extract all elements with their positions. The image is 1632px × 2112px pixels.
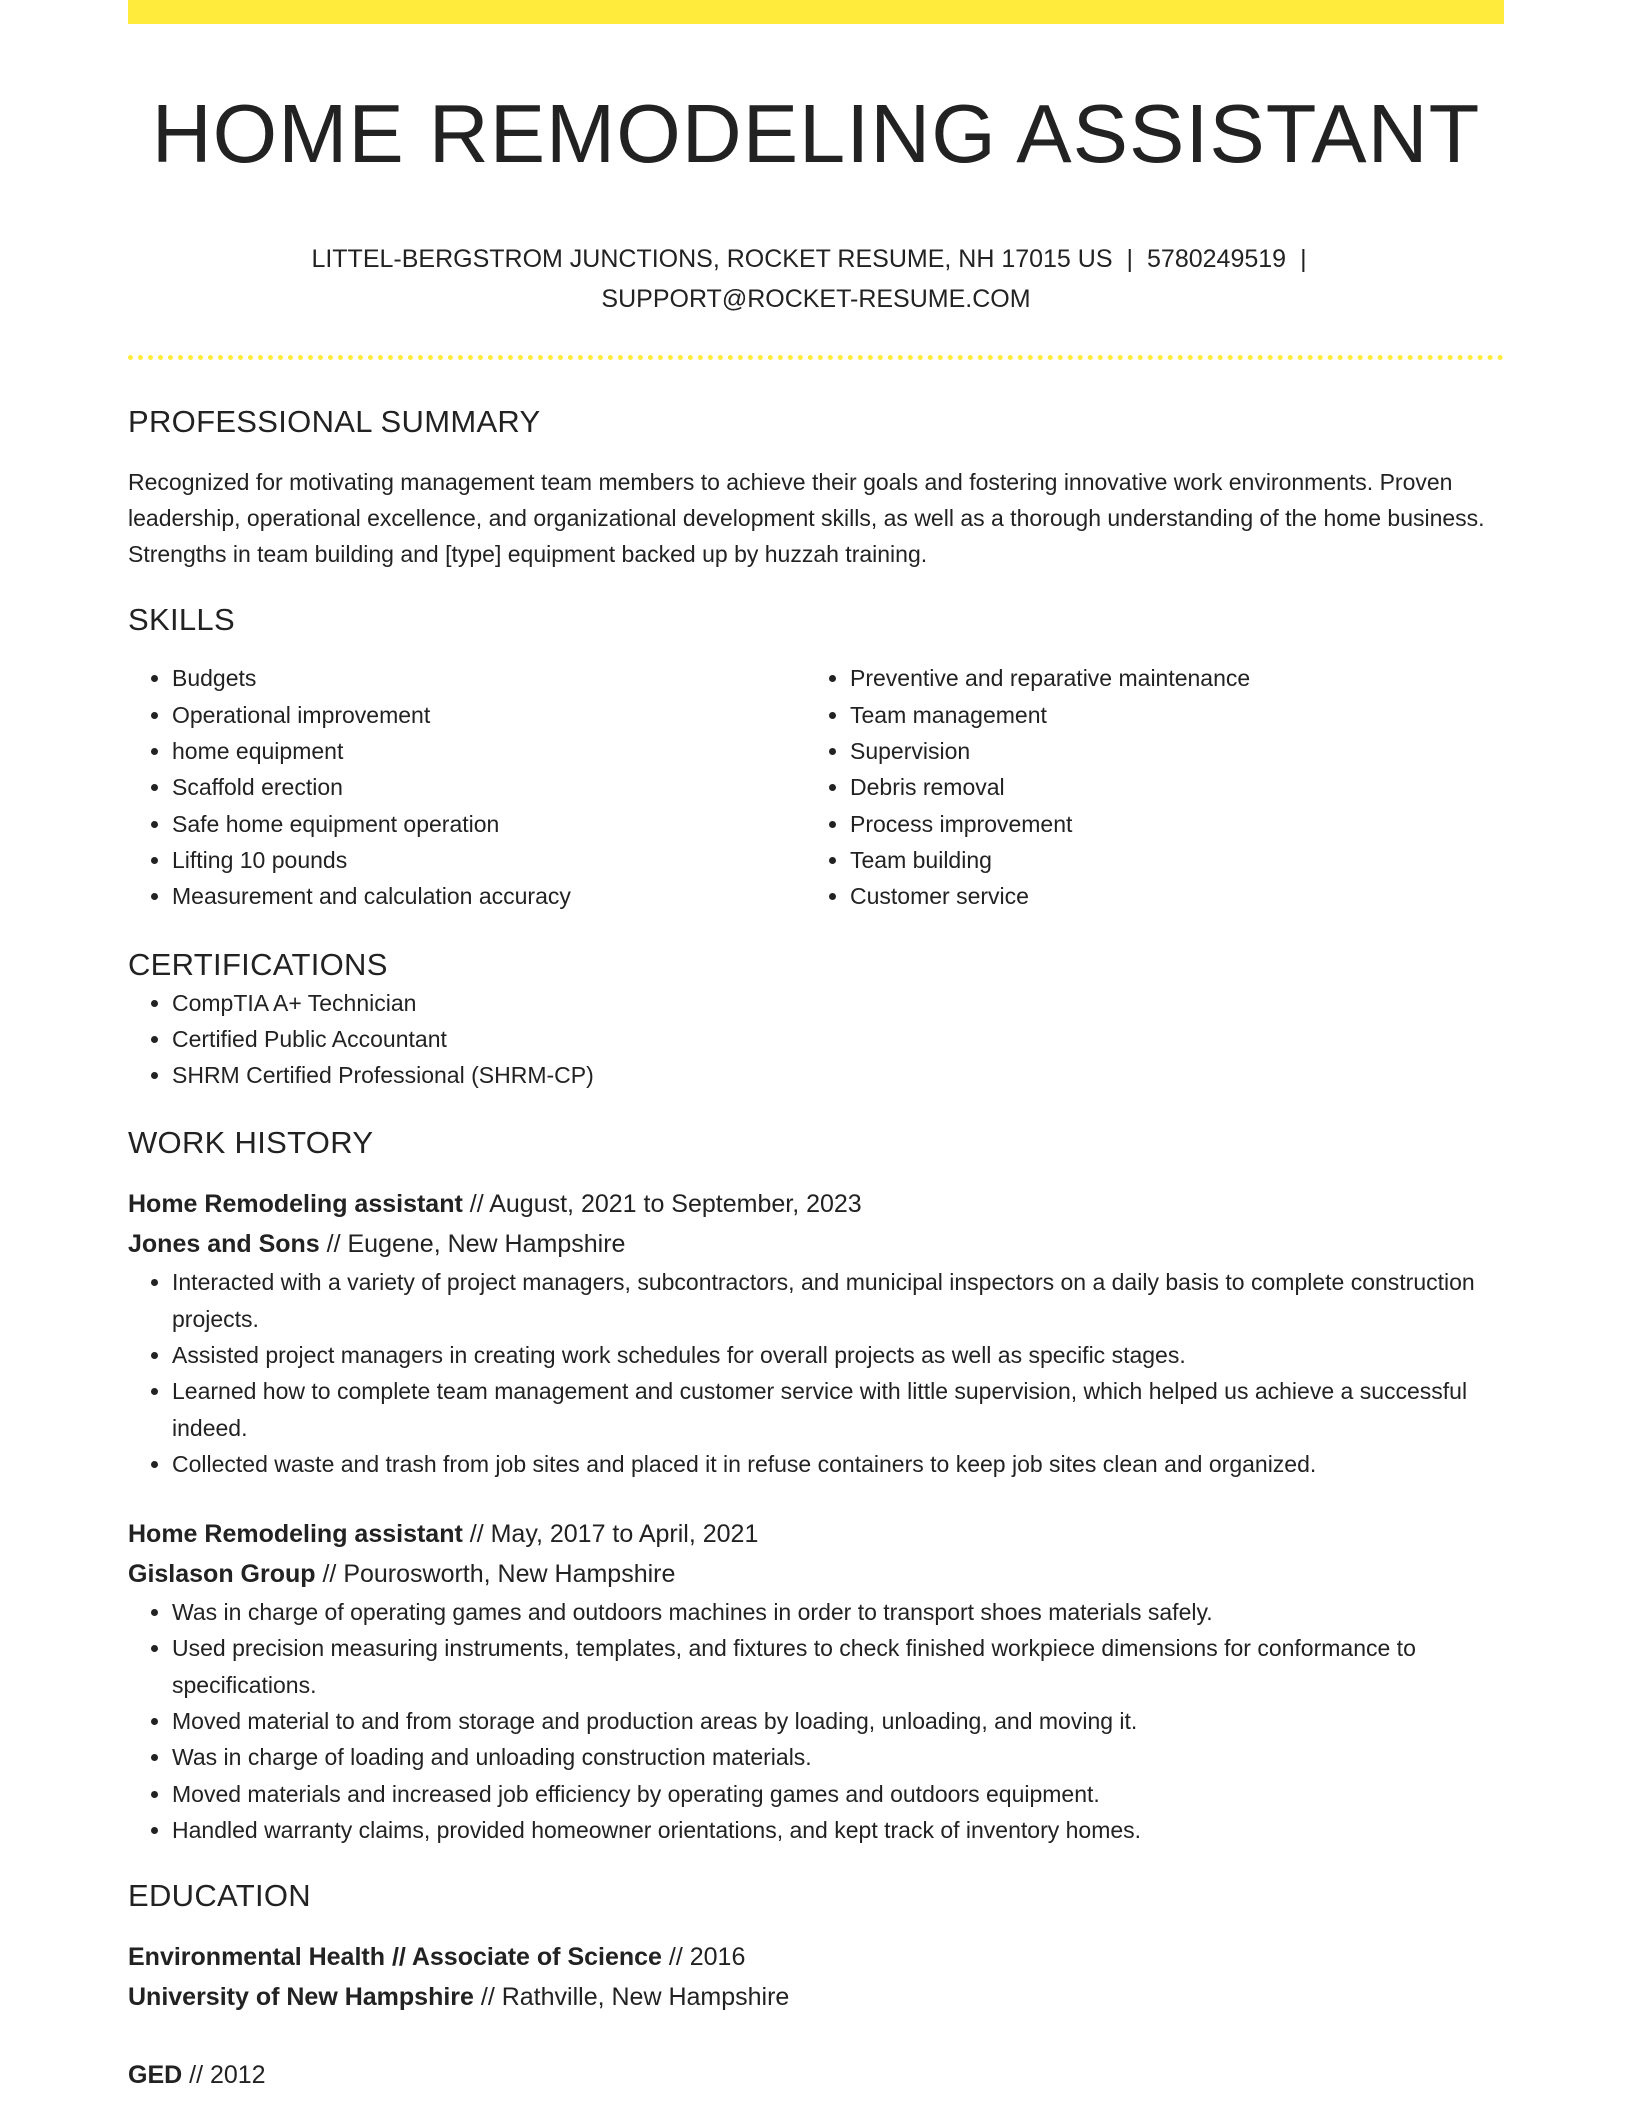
skills-right-list: [806, 660, 1484, 914]
job-duty: • Moved material to and from storage and production areas by loading, unloading, and moving it.: [172, 1703, 1504, 1739]
skill-item: • Scaffold erection: [172, 769, 806, 805]
skill-item: • Budgets: [172, 660, 806, 696]
degree: Environmental Health // Associate of Science: [128, 1943, 662, 1972]
separator: |: [1126, 245, 1134, 274]
certifications-list: [128, 985, 1504, 1094]
accent-bar: [128, 0, 1504, 24]
skill-item: • Customer service: [850, 878, 1484, 914]
graduation-year: // 2016: [661, 1943, 746, 1972]
certification-item: • SHRM Certified Professional (SHRM-CP): [172, 1057, 1504, 1093]
education-entry: [128, 1937, 1504, 2017]
education-entry: [128, 2055, 1504, 2095]
work-history-heading: WORK HISTORY: [128, 1125, 374, 1161]
job-company-line: [128, 1224, 1504, 1264]
job-company: Jones and Sons: [128, 1230, 320, 1259]
skill-item: • Debris removal: [850, 769, 1484, 805]
resume-title: HOME REMODELING ASSISTANT: [151, 87, 1481, 180]
dotted-divider: [128, 355, 1504, 360]
job-role-line: [128, 1184, 1504, 1224]
certification-item: • CompTIA A+ Technician: [172, 985, 1504, 1021]
email: SUPPORT@ROCKET-RESUME.COM: [601, 285, 1031, 314]
school: University of New Hampshire: [128, 1983, 474, 2012]
job-role: Home Remodeling assistant: [128, 1520, 463, 1549]
job-entry: [128, 1184, 1504, 1482]
summary-heading: PROFESSIONAL SUMMARY: [128, 404, 541, 440]
separator: |: [1300, 245, 1307, 274]
job-role: Home Remodeling assistant: [128, 1190, 463, 1219]
job-dates: // August, 2021 to September, 2023: [462, 1190, 862, 1219]
job-duty: • Was in charge of loading and unloading construction materials.: [172, 1739, 1504, 1775]
skill-item: • home equipment: [172, 733, 806, 769]
skill-item: • Team management: [850, 697, 1484, 733]
graduation-year: // 2012: [182, 2061, 266, 2090]
school-line: [128, 1977, 1504, 2017]
degree-line: [128, 1937, 1504, 1977]
job-company-line: [128, 1554, 1504, 1594]
job-duty: • Moved materials and increased job efficiency by operating games and outdoors equipment.: [172, 1776, 1504, 1812]
job-duty: • Handled warranty claims, provided homeowner orientations, and kept track of inventory homes.: [172, 1812, 1504, 1848]
job-location: // Eugene, New Hampshire: [319, 1230, 626, 1259]
education-heading: EDUCATION: [128, 1878, 311, 1914]
certification-item: • Certified Public Accountant: [172, 1021, 1504, 1057]
phone: 5780249519: [1147, 245, 1287, 274]
contact-info: [128, 239, 1504, 319]
skill-item: • Process improvement: [850, 806, 1484, 842]
degree: GED: [128, 2061, 183, 2090]
skill-item: • Lifting 10 pounds: [172, 842, 806, 878]
job-duty: • Was in charge of operating games and outdoors machines in order to transport shoes materials safely.: [172, 1594, 1504, 1630]
job-duties-list: [128, 1264, 1504, 1482]
job-duty: • Assisted project managers in creating work schedules for overall projects as well as specific stages.: [172, 1337, 1504, 1373]
skills-columns: [128, 660, 1504, 914]
skill-item: • Preventive and reparative maintenance: [850, 660, 1484, 696]
resume-page: [128, 0, 1504, 2095]
degree-line: [128, 2055, 1504, 2095]
skills-left-list: [128, 660, 806, 914]
skills-heading: SKILLS: [128, 602, 235, 638]
address: LITTEL-BERGSTROM JUNCTIONS, ROCKET RESUME, NH 17015 US: [311, 245, 1113, 274]
job-location: // Pourosworth, New Hampshire: [315, 1560, 676, 1589]
job-duty: • Collected waste and trash from job sites and placed it in refuse containers to keep job sites clean and organized.: [172, 1446, 1504, 1482]
job-duty: • Interacted with a variety of project managers, subcontractors, and municipal inspectors on a daily basis to complete construction projects.: [172, 1264, 1504, 1337]
job-company: Gislason Group: [128, 1560, 316, 1589]
summary-text: Recognized for motivating management team members to achieve their goals and fostering innovative work environments. Proven leadership, operational excellence, and organizational development skills, as well as a thorough understanding of the home business. Strengths in team building and [type] equipment backed up by huzzah training.: [128, 469, 1485, 568]
job-entry: [128, 1514, 1504, 1848]
job-role-line: [128, 1514, 1504, 1554]
skill-item: • Measurement and calculation accuracy: [172, 878, 806, 914]
certifications-heading: CERTIFICATIONS: [128, 946, 388, 982]
school-location: // Rathville, New Hampshire: [473, 1983, 790, 2012]
job-dates: // May, 2017 to April, 2021: [462, 1520, 759, 1549]
job-duties-list: [128, 1594, 1504, 1848]
job-duty: • Used precision measuring instruments, templates, and fixtures to check finished workpiece dimensions for conformance to specifications.: [172, 1630, 1504, 1703]
job-duty: • Learned how to complete team management and customer service with little supervision, which helped us achieve a successful indeed.: [172, 1373, 1504, 1446]
skill-item: • Team building: [850, 842, 1484, 878]
skill-item: • Supervision: [850, 733, 1484, 769]
skill-item: • Safe home equipment operation: [172, 806, 806, 842]
skill-item: • Operational improvement: [172, 697, 806, 733]
